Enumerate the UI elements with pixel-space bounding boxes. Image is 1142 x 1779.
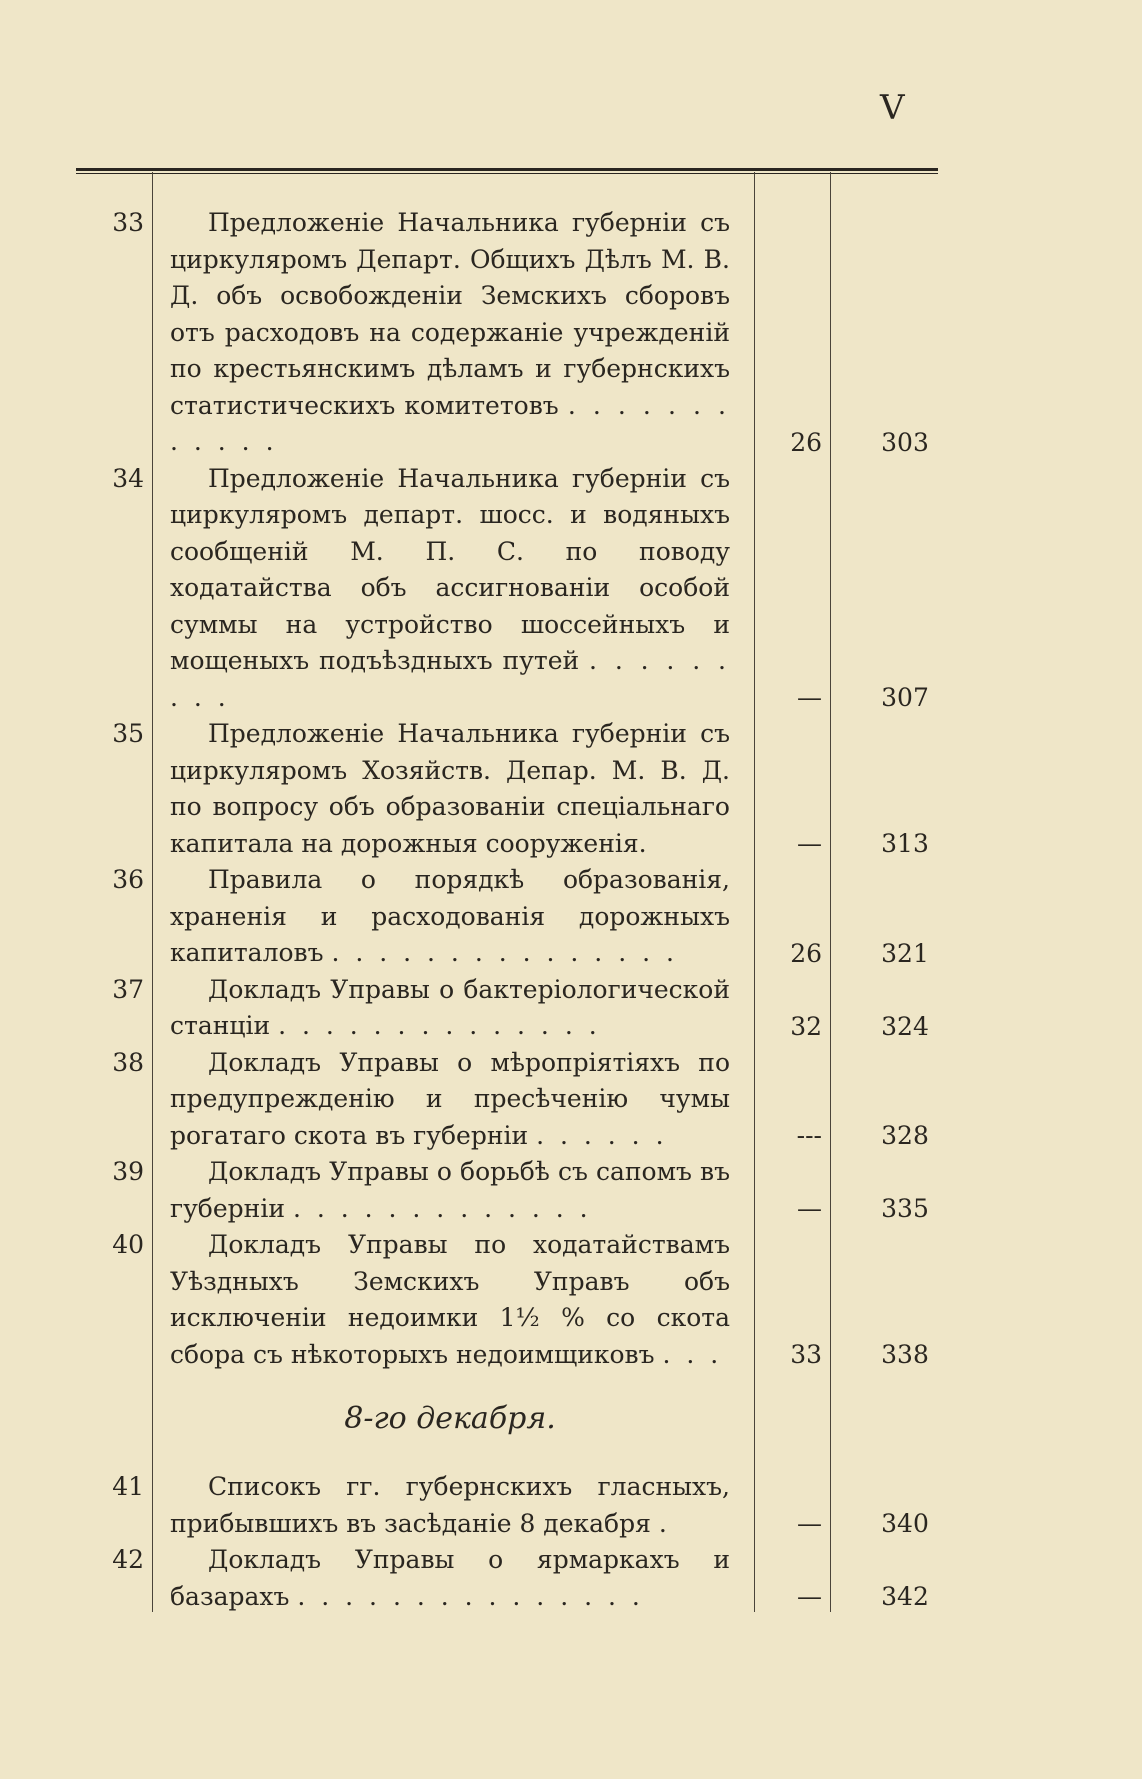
entry-description [170, 205, 730, 461]
entry-page: 328 [881, 1121, 929, 1150]
entry-number: 37 [112, 974, 144, 1004]
entry-page: 338 [881, 1340, 929, 1369]
leader-dots: . . . . . . . . . . . . . [292, 1193, 592, 1223]
entry-row [0, 205, 1142, 461]
entry-number: 36 [112, 865, 144, 894]
entry-description [170, 1045, 730, 1155]
entry-text: Докладъ Управы о бактеріологической станціи [170, 974, 730, 1040]
entry-text: Предложеніе Начальника губерніи съ циркуляромъ Хозяйств. Депар. М. В. Д. по вопросу объ образованіи спеціальнаго капитала на дорожныя сооруженія. [170, 719, 730, 858]
entry-row [0, 972, 1142, 1045]
entry-page: 321 [881, 938, 929, 968]
entry-row [0, 1542, 1142, 1615]
entry-column-a: 33 [790, 1340, 822, 1369]
entry-description [170, 972, 730, 1045]
entry-column-a: — [797, 1582, 822, 1611]
table-of-contents [0, 205, 1142, 1615]
entry-description [170, 1542, 730, 1615]
entry-column-a: — [797, 1194, 822, 1223]
entry-column-a: 32 [790, 1011, 822, 1041]
entry-column-a: — [797, 1509, 822, 1538]
leader-dots: . . . . . . . . . . . . [170, 390, 730, 456]
entry-number: 42 [112, 1545, 144, 1574]
entry-page: 303 [881, 427, 929, 457]
entry-column-a: — [797, 829, 822, 858]
entry-number: 34 [112, 463, 144, 493]
leader-dots: . . . . . . . . . [170, 646, 730, 712]
entry-description [170, 716, 730, 862]
entry-row [0, 1154, 1142, 1227]
entry-text: Докладъ Управы о борьбѣ съ сапомъ въ губерніи [170, 1157, 730, 1223]
entry-page: 340 [881, 1509, 929, 1538]
entry-row [0, 862, 1142, 972]
entry-description [170, 461, 730, 717]
entry-page: 335 [881, 1194, 929, 1223]
page-number: V [880, 88, 905, 128]
entry-page: 307 [881, 683, 929, 712]
leader-dots: . . . [662, 1339, 723, 1369]
entry-text: Докладъ Управы о ярмаркахъ и базарахъ [170, 1545, 730, 1611]
entry-text: Правила о порядкѣ образованія, храненія и расходованія дорожныхъ капиталовъ [170, 865, 730, 967]
entry-row [0, 1045, 1142, 1155]
top-rule [76, 168, 938, 171]
entry-column-a: --- [796, 1121, 822, 1150]
entry-number: 40 [112, 1230, 144, 1259]
leader-dots: . . . . . . [536, 1120, 668, 1150]
entries-group-before [0, 205, 1142, 1373]
entry-row [0, 716, 1142, 862]
entry-description [170, 1154, 730, 1227]
entry-row [0, 1469, 1142, 1542]
entry-description [170, 1227, 730, 1373]
entry-row [0, 1227, 1142, 1373]
entry-text: Докладъ Управы о мѣропріятіяхъ по предупрежденію и пресѣченію чумы рогатаго скота въ губерніи [170, 1047, 730, 1150]
entry-description [170, 862, 730, 972]
leader-dots: . . . . . . . . . . . . . . . [331, 938, 678, 967]
entry-number: 35 [112, 719, 144, 748]
entry-column-a: 26 [790, 938, 822, 968]
entry-page: 342 [881, 1582, 929, 1611]
section-title: 8-го декабря. [344, 1401, 556, 1436]
top-rule-thin [76, 173, 938, 174]
entry-number: 39 [112, 1157, 144, 1186]
entries-group-after [0, 1469, 1142, 1615]
entry-text: Предложеніе Начальника губерніи съ циркуляромъ Департ. Общихъ Дѣлъ М. В. Д. объ освобожденіи Земскихъ сборовъ отъ расходовъ на содержаніе учрежденій по крестьянскимъ дѣламъ и губернскихъ статистическихъ комитетовъ [170, 208, 730, 420]
entry-row [0, 461, 1142, 717]
entry-text: Предложеніе Начальника губерніи съ циркуляромъ департ. шосс. и водяныхъ сообщеній М. П. С. по поводу ходатайства объ ассигнованіи особой суммы на устройство шоссейныхъ и мощеныхъ подъѣздныхъ путей [170, 463, 730, 675]
entry-page: 324 [881, 1011, 929, 1041]
entry-column-a: 26 [790, 427, 822, 457]
entry-text: Докладъ Управы по ходатайствамъ Уѣздныхъ Земскихъ Управъ объ исключеніи недоимки 1½ % со скота сбора съ нѣкоторыхъ недоимщиковъ [170, 1230, 730, 1369]
entry-column-a: — [797, 683, 822, 712]
entry-page: 313 [881, 829, 929, 858]
leader-dots: . [658, 1508, 671, 1538]
entry-text: Списокъ гг. губернскихъ гласныхъ, прибывшихъ въ засѣданіе 8 декабря [170, 1472, 730, 1538]
entry-description [170, 1469, 730, 1542]
entry-number: 38 [112, 1047, 144, 1077]
leader-dots: . . . . . . . . . . . . . . . [297, 1581, 644, 1611]
entry-number: 33 [112, 208, 144, 237]
leader-dots: . . . . . . . . . . . . . . [278, 1011, 601, 1040]
entry-number: 41 [112, 1472, 144, 1501]
